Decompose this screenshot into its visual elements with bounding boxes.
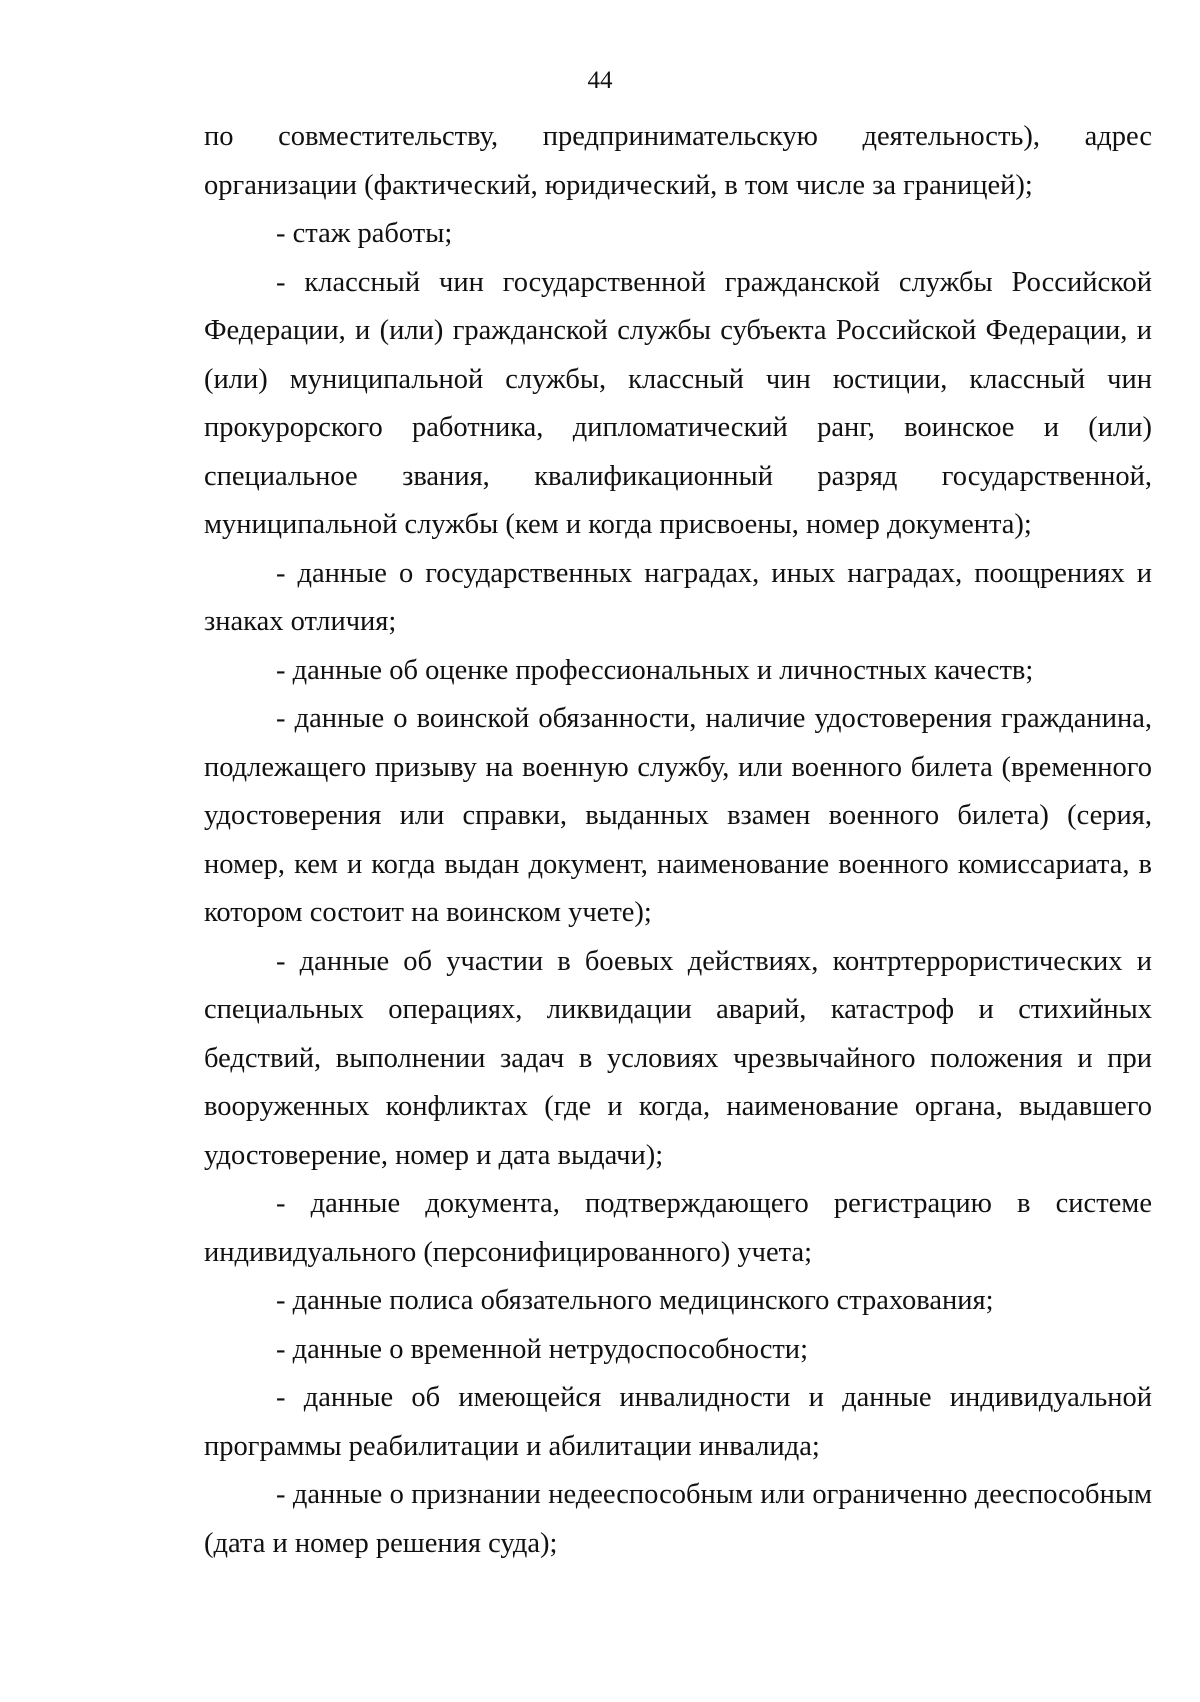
document-body [204, 113, 1152, 1568]
list-item-temporary-disability: - данные о временной нетрудоспособности; [276, 1333, 808, 1365]
list-item-class-rank: - классный чин государственной гражданской службы Российской Федерации, и (или) гражданской службы субъекта Российской Федерации, и (или) муниципальной службы, классный чин юстиции, классный чин прокурорского работника, дипломатический ранг, воинское и (или) специальное звания, квалификационный разряд государственной, муниципальной службы (кем и когда присвоены, номер документа); [204, 266, 1152, 540]
paragraph-continuation: по совместительству, предпринимательскую деятельность), адрес организации (фактический, юридический, в том числе за границей); [204, 121, 1152, 201]
list-item-medical-insurance: - данные полиса обязательного медицинского страхования; [276, 1285, 994, 1316]
list-item-disability: - данные об имеющейся инвалидности и данные индивидуальной программы реабилитации и абилитации инвалида; [204, 1382, 1152, 1462]
page-number: 44 [587, 67, 613, 94]
list-item-legal-capacity: - данные о признании недееспособным или ограниченно дееспособным (дата и номер решения суда); [204, 1479, 1152, 1559]
list-item-military-duty: - данные о воинской обязанности, наличие удостоверения гражданина, подлежащего призыву на военную службу, или военного билета (временного удостоверения или справки, выданных взамен военного билета) (серия, номер, кем и когда выдан документ, наименование военного комиссариата, в котором состоит на воинском учете); [204, 703, 1152, 928]
list-item-individual-accounting: - данные документа, подтверждающего регистрацию в системе индивидуального (персонифицированного) учета; [204, 1188, 1152, 1268]
list-item-awards: - данные о государственных наградах, иных наградах, поощрениях и знаках отличия; [204, 557, 1152, 637]
list-item-combat-participation: - данные об участии в боевых действиях, контртеррористических и специальных операциях, ликвидации аварий, катастроф и стихийных бедствий, выполнении задач в условиях чрезвычайного положения и при вооруженных конфликтах (где и когда, наименование органа, выдавшего удостоверение, номер и дата выдачи); [204, 945, 1152, 1171]
list-item-qualities-assessment: - данные об оценке профессиональных и личностных качеств; [276, 654, 1034, 686]
list-item-work-experience: - стаж работы; [276, 218, 453, 249]
